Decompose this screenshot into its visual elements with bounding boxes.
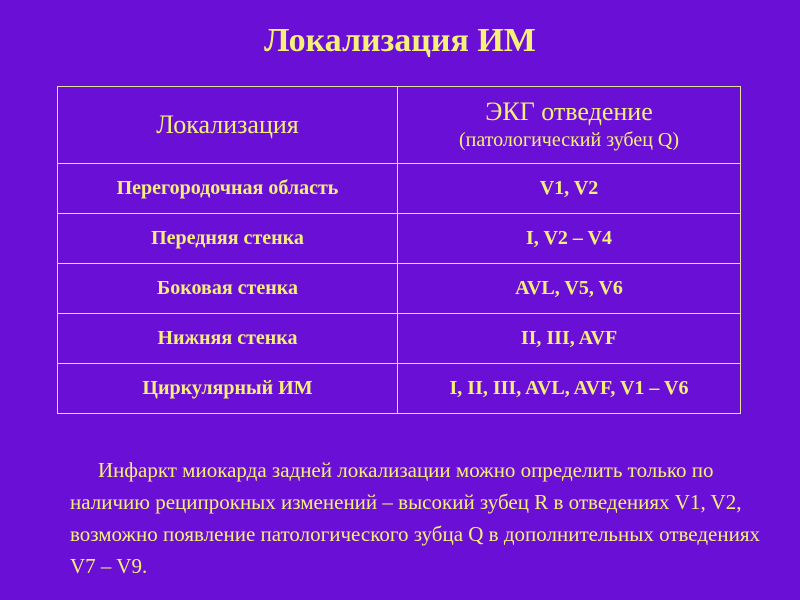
header-localization-label: Локализация <box>156 110 299 139</box>
location-cell: Циркулярный ИМ <box>58 364 398 414</box>
leads-cell: I, II, III, AVL, AVF, V1 – V6 <box>398 364 741 414</box>
leads-cell: I, V2 – V4 <box>398 214 741 264</box>
header-localization <box>58 87 398 164</box>
posterior-mi-note: Инфаркт миокарда задней локализации можно определить только по наличию реципрокных изменений – высокий зубец R в отведениях V1, V2, возможно появление патологического зубца Q в дополнительных отведениях V7 – V9. <box>70 458 760 578</box>
table-row <box>58 164 741 214</box>
table-row <box>58 364 741 414</box>
table-header-row <box>58 87 741 164</box>
location-cell: Нижняя стенка <box>58 314 398 364</box>
header-ecg-lead-subtitle: (патологический зубец Q) <box>458 129 680 151</box>
table-row <box>58 314 741 364</box>
slide-title: Локализация ИМ <box>264 22 536 59</box>
location-cell: Перегородочная область <box>58 164 398 214</box>
header-ecg-lead <box>398 87 741 164</box>
leads-cell: V1, V2 <box>398 164 741 214</box>
table-row <box>58 264 741 314</box>
leads-cell: AVL, V5, V6 <box>398 264 741 314</box>
table-row <box>58 214 741 264</box>
location-cell: Боковая стенка <box>58 264 398 314</box>
localization-table <box>57 86 741 414</box>
leads-cell: II, III, AVF <box>398 314 741 364</box>
location-cell: Передняя стенка <box>58 214 398 264</box>
header-ecg-lead-title: ЭКГ отведение <box>485 97 653 126</box>
